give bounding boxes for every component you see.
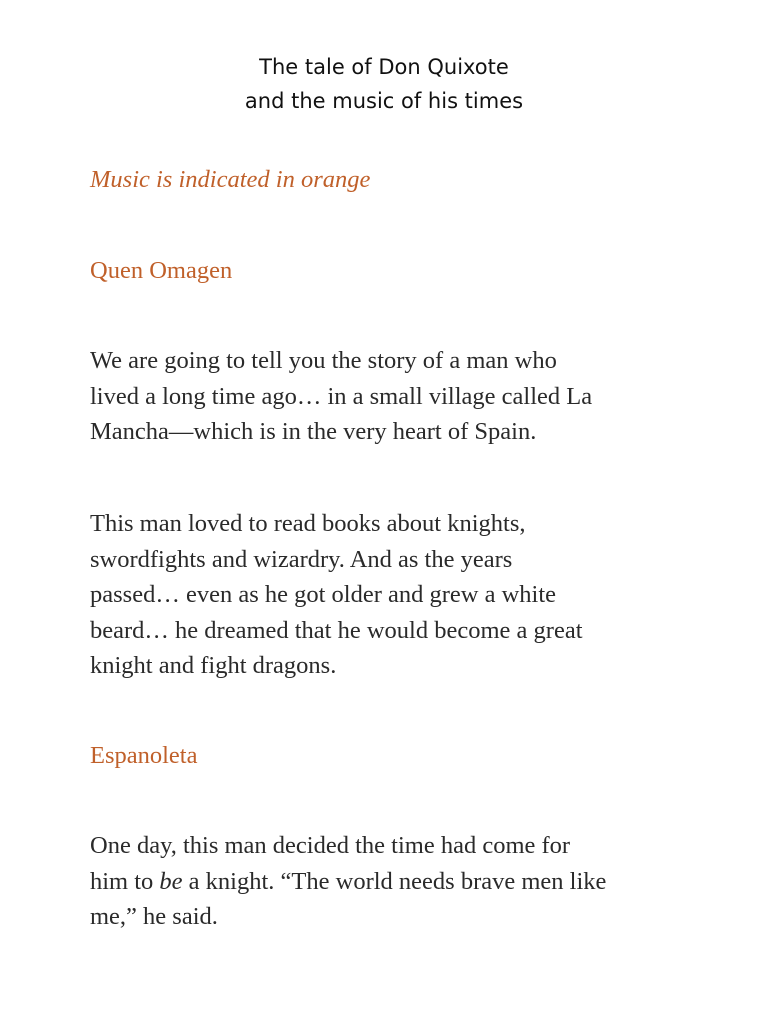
paragraph-line: Mancha—which is in the very heart of Spain. [90, 418, 537, 445]
music-cue-espanoleta: Espanoleta [90, 742, 198, 769]
document-title-line-1: The tale of Don Quixote [259, 55, 509, 79]
paragraph-line: We are going to tell you the story of a man who [90, 347, 557, 374]
paragraph-line: knight and fight dragons. [90, 652, 337, 679]
document-title-line-2: and the music of his times [244, 89, 524, 113]
story-paragraph-3 [90, 828, 690, 935]
music-cue-quen-omagen: Quen Omagen [90, 257, 233, 284]
line-text: a knight. “The world needs brave men like [182, 867, 607, 895]
paragraph-line: beard… he dreamed that he would become a great [90, 616, 583, 644]
paragraph-line [90, 864, 690, 900]
music-legend-note: Music is indicated in orange [90, 166, 371, 193]
emphasized-word: be [159, 867, 183, 895]
story-paragraph-2 [90, 506, 690, 684]
paragraph-line: One day, this man decided the time had come for [90, 832, 571, 859]
paragraph-line: lived a long time ago… in a small village called La [90, 382, 593, 410]
line-text: him to [90, 867, 160, 895]
paragraph-line: me,” he said. [90, 903, 218, 930]
paragraph-line: swordfights and wizardry. And as the years [90, 545, 513, 573]
paragraph-line: This man loved to read books about knights, [90, 510, 526, 537]
paragraph-line: passed… even as he got older and grew a white [90, 581, 557, 608]
story-paragraph-1 [90, 343, 690, 450]
